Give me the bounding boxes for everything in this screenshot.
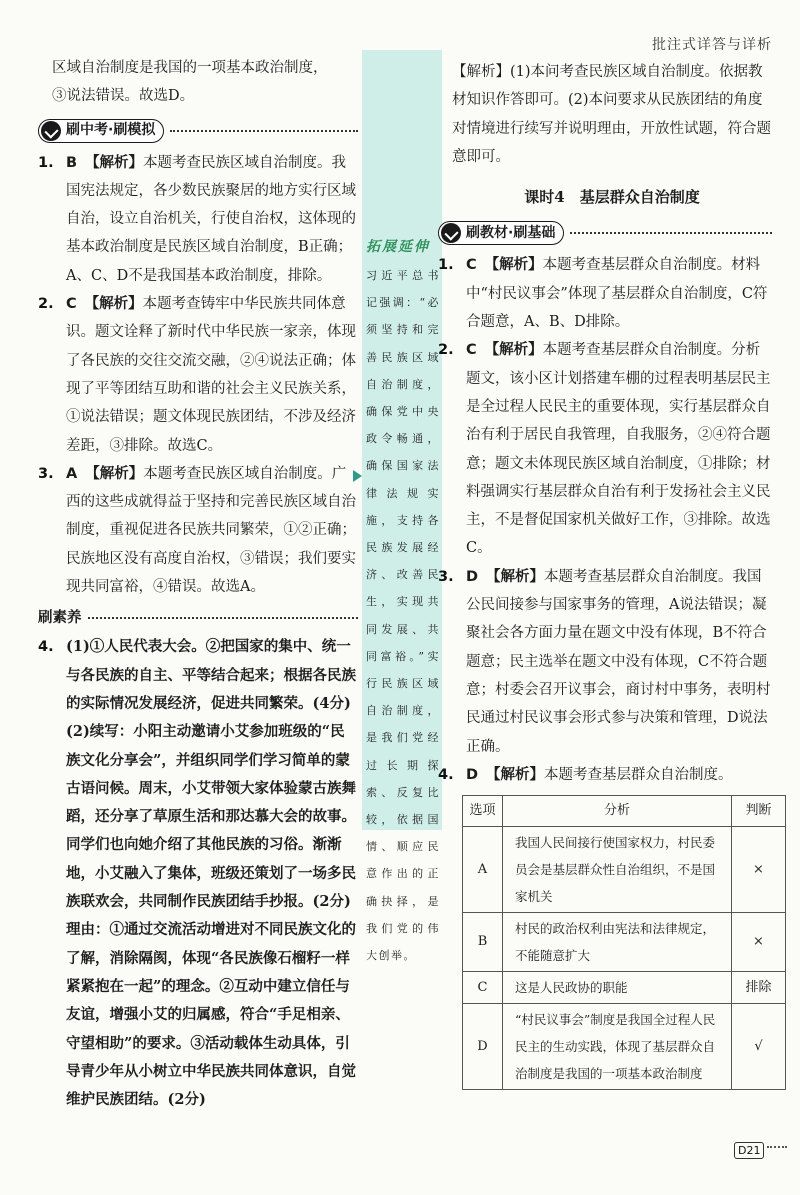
question-item — [438, 251, 772, 336]
section-header-jiaocai — [438, 219, 772, 247]
question-number: 3. — [38, 465, 54, 482]
question-number: 2. — [38, 296, 54, 313]
answer-letter: C — [466, 342, 477, 359]
sidebar-text: 习近平总书记强调：“必须坚持和完善民族区域自治制度，确保党中央政令畅通，确保国家法律法规实施，支持各民族发展经济、改善民生，实现共同发展、共同富裕。”实行民族区域自治制度，是我们党经过长期探索、反复比较，依据国情、顺应民意作出的正确抉择，是我们党的伟大创举。 — [366, 269, 440, 963]
dotted-divider — [570, 232, 772, 234]
table-header: 判断 — [732, 796, 786, 827]
section-badge — [438, 221, 564, 245]
section-title: 刷教材·刷基础 — [466, 225, 556, 242]
analysis-text: 本题考查民族区域自治制度。我国宪法规定，各少数民族聚居的地方实行区域自治，设立自治机关，行使自治权，这体现的基本政治制度是民族区域自治制度，B正确；A、C、D不是我国基本政治制度，排除。 — [66, 154, 356, 284]
answer-letter: D — [466, 568, 479, 585]
lesson-title: 课时4 基层群众自治制度 — [524, 188, 700, 207]
table-header: 选项 — [463, 796, 503, 827]
page-dots — [767, 1146, 787, 1148]
question-item — [438, 336, 772, 562]
analysis-text: 本题考查民族区域自治制度。广西的这些成就得益于坚持和完善民族区域自治制度，重视促进各民族共同繁荣，①②正确；民族地区没有高度自治权，③错误；我们要实现共同富裕，④错误。故选A。 — [66, 465, 356, 596]
answer-letter: C — [466, 257, 477, 274]
answer-letter: D — [466, 766, 479, 783]
sidebar-extension — [362, 50, 442, 963]
analysis-continued: 【解析】(1)本问考查民族区域自治制度。依据教材知识作答即可。(2)本问要求从民族团结的角度对情境进行续写并说明理由，开放性试题，符合题意即可。 — [452, 64, 771, 165]
question-number: 2. — [438, 342, 454, 359]
answer-reason: 理由：①通过交流活动增进对不同民族文化的了解，消除隔阂，体现“各民族像石榴籽一样紧紧抱在一起”的理念。②互动中建立信任与友谊，增强小艾的归属感，符合“手足相亲、守望相助”的要求。③活动载体生动具体，引导青少年从小树立中华民族共同体意识，自觉维护民族团结。(2分) — [66, 921, 356, 1109]
question-number: 1. — [438, 257, 454, 274]
question-number: 4. — [438, 766, 454, 783]
question-item — [438, 563, 772, 761]
analysis-tag: 【解析】 — [84, 296, 143, 313]
analysis-cell: 我国人民间接行使国家权力，村民委员会是基层群众性自治组织，不是国家机关 — [503, 827, 732, 913]
analysis-tag: 【解析】 — [486, 568, 545, 585]
analysis-tag: 【解析】 — [85, 465, 144, 482]
analysis-text: 本题考查铸牢中华民族共同体意识。题文诠释了新时代中华民族一家亲，体现了各民族的交往交流交融，②④说法正确；体现了平等团结互助和谐的社会主义民族关系，①说法错误；题文体现民族团结，不涉及经济差距，③排除。故选C。 — [66, 296, 356, 454]
dotted-divider — [170, 130, 358, 132]
judgment-cell: × — [732, 827, 786, 913]
option-cell: A — [463, 827, 503, 913]
question-item — [38, 290, 358, 460]
table-row — [463, 913, 786, 972]
question-item — [38, 149, 358, 290]
analysis-table — [462, 795, 786, 1090]
check-icon — [41, 121, 61, 141]
answer-part-2: (2)续写：小阳主动邀请小艾参加班级的“民族文化分享会”，并组织同学们学习简单的蒙古语问候。周末，小艾带领大家体验蒙古族舞蹈，还分享了草原生活和那达慕大会的故事。同学们也向她介绍了其他民族的习俗。渐渐地，小艾融入了集体，班级还策划了一场多民族联欢会，共同制作民族团结手抄报。(2分) — [66, 723, 356, 911]
answer-part-1: (1)①人民代表大会。②把国家的集中、统一与各民族的自主、平等结合起来；根据各民族的实际情况发展经济，促进共同繁荣。(4分) — [66, 638, 356, 712]
intro-line-1: 区域自治制度是我国的一项基本政治制度， — [52, 60, 328, 76]
dotted-divider — [88, 617, 359, 619]
left-column — [38, 54, 358, 1114]
right-column — [438, 58, 772, 1090]
section-badge — [38, 119, 164, 143]
check-icon — [441, 223, 461, 243]
analysis-tag: 【解析】 — [484, 257, 543, 274]
analysis-text: 本题考查基层群众自治制度。我国公民间接参与国家事务的管理，A说法错误；凝聚社会各方面力量在题文中没有体现，B不符合题意；民主选举在题文中没有体现，C不符合题意；村委会召开议事会，商讨村中事务，表明村民通过村民议事会形式参与决策和管理，D说法正确。 — [466, 568, 771, 755]
answer-letter: C — [66, 296, 77, 313]
section-title: 刷素养 — [38, 610, 82, 627]
page-header-title: 批注式详答与详析 — [652, 37, 772, 53]
analysis-text: 本题考查基层群众自治制度。材料中“村民议事会”体现了基层群众自治制度，C符合题意，A、B、D排除。 — [466, 257, 768, 331]
question-number: 1. — [38, 154, 54, 171]
judgment-cell: × — [732, 913, 786, 972]
analysis-cell: 这是人民政协的职能 — [503, 972, 732, 1004]
analysis-text: 本题考查基层群众自治制度。 — [544, 766, 733, 783]
section-title: 刷中考·刷模拟 — [66, 122, 156, 139]
table-row — [463, 827, 786, 913]
analysis-text: 本题考查基层群众自治制度。分析题文，该小区计划搭建车棚的过程表明基层民主是全过程人民民主的重要体现，实行基层群众自治有利于居民自我管理，自我服务，②④符合题意；题文未体现民族区域自治制度，①排除；材料强调实行基层群众自治有利于发扬社会主义民主，不是督促国家机关做好工作，③排除。故选C。 — [466, 342, 771, 557]
analysis-tag: 【解析】 — [486, 766, 545, 783]
question-item — [38, 460, 358, 601]
judgment-cell: √ — [732, 1004, 786, 1090]
table-header: 分析 — [503, 796, 732, 827]
answer-letter: A — [66, 465, 78, 482]
question-item — [38, 633, 358, 1114]
judgment-cell: 排除 — [732, 972, 786, 1004]
analysis-cell: 村民的政治权利由宪法和法律规定，不能随意扩大 — [503, 913, 732, 972]
sidebar-title: 拓展延伸 — [366, 239, 430, 255]
answer-letter: B — [66, 154, 78, 171]
question-item — [438, 761, 772, 789]
option-cell: B — [463, 913, 503, 972]
analysis-tag: 【解析】 — [484, 342, 543, 359]
question-number: 3. — [438, 568, 454, 585]
option-cell: D — [463, 1004, 503, 1090]
page-number: D21 — [734, 1142, 764, 1159]
analysis-cell: “村民议事会”制度是我国全过程人民民主的生动实践，体现了基层群众自治制度是我国的一项基本政治制度 — [503, 1004, 732, 1090]
section-header-suyang — [38, 605, 358, 631]
intro-line-2: ③说法错误。故选D。 — [52, 88, 195, 105]
analysis-tag: 【解析】 — [85, 154, 144, 171]
option-cell: C — [463, 972, 503, 1004]
question-number: 4. — [38, 639, 54, 656]
section-header-zhongkao — [38, 117, 358, 145]
table-row — [463, 972, 786, 1004]
table-header-row — [463, 796, 786, 827]
table-row — [463, 1004, 786, 1090]
